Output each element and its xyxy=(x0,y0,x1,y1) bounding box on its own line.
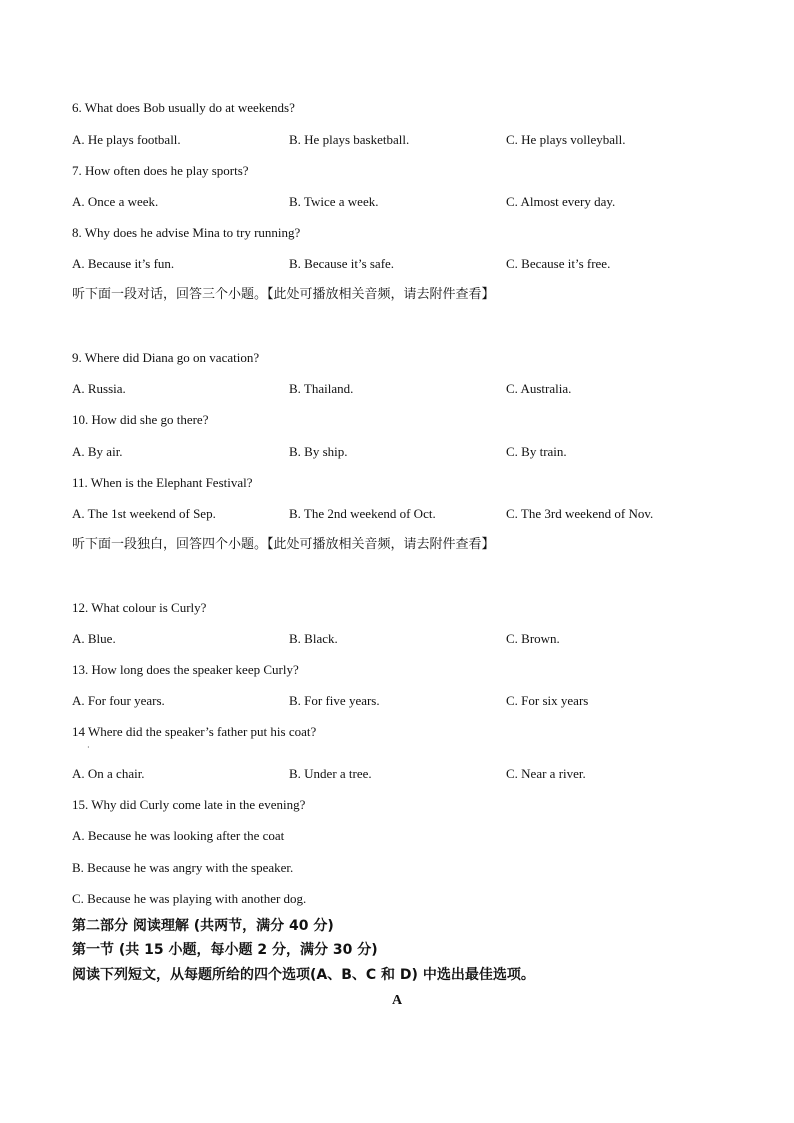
question-14: 14 Where did the speaker’s father put his coat? xyxy=(72,724,317,739)
q9-option-a: A. Russia. xyxy=(72,381,126,396)
q11-option-c: C. The 3rd weekend of Nov. xyxy=(506,506,654,521)
q11-option-a: A. The 1st weekend of Sep. xyxy=(72,506,216,521)
q6-option-b: B. He plays basketball. xyxy=(289,132,410,147)
q12-option-a: A. Blue. xyxy=(72,631,116,646)
q13-option-a: A. For four years. xyxy=(72,693,165,708)
q14-option-a: A. On a chair. xyxy=(72,766,145,781)
q11-option-b: B. The 2nd weekend of Oct. xyxy=(289,506,436,521)
question-12: 12. What colour is Curly? xyxy=(72,600,207,615)
monologue-instruction: 听下面一段独白，回答四个小题。【此处可播放相关音频，请去附件查看】 xyxy=(72,537,495,552)
question-6: 6. What does Bob usually do at weekends? xyxy=(72,100,295,115)
q9-option-c: C. Australia. xyxy=(506,381,572,396)
q7-option-b: B. Twice a week. xyxy=(289,194,379,209)
question-11: 11. When is the Elephant Festival? xyxy=(72,475,253,490)
q10-option-b: B. By ship. xyxy=(289,444,348,459)
q8-option-a: A. Because it’s fun. xyxy=(72,256,175,271)
q14-option-b: B. Under a tree. xyxy=(289,766,372,781)
section-heading: 第二部分 阅读理解 (共两节，满分 40 分) xyxy=(72,918,334,934)
q10-option-a: A. By air. xyxy=(72,444,123,459)
q14-option-c: C. Near a river. xyxy=(506,766,586,781)
q9-option-b: B. Thailand. xyxy=(289,381,354,396)
q15-option-b: B. Because he was angry with the speaker. xyxy=(72,860,294,875)
q10-option-c: C. By train. xyxy=(506,444,567,459)
q7-option-a: A. Once a week. xyxy=(72,194,159,209)
q12-option-c: C. Brown. xyxy=(506,631,560,646)
question-13: 13. How long does the speaker keep Curly? xyxy=(72,662,299,677)
passage-label: A xyxy=(391,993,403,1008)
question-7: 7. How often does he play sports? xyxy=(72,163,249,178)
section-subheading: 第一节 (共 15 小题，每小题 2 分，满分 30 分) xyxy=(72,942,378,958)
stray-dot-mark: · xyxy=(87,743,90,752)
q15-option-c: C. Because he was playing with another dog. xyxy=(72,891,307,906)
q13-option-b: B. For five years. xyxy=(289,693,380,708)
q7-option-c: C. Almost every day. xyxy=(506,194,616,209)
q8-option-c: C. Because it’s free. xyxy=(506,256,611,271)
q6-option-a: A. He plays football. xyxy=(72,132,181,147)
reading-directions: 阅读下列短文，从每题所给的四个选项(A、B、C 和 D) 中选出最佳选项。 xyxy=(72,967,535,983)
q8-option-b: B. Because it’s safe. xyxy=(289,256,395,271)
question-9: 9. Where did Diana go on vacation? xyxy=(72,350,260,365)
q13-option-c: C. For six years xyxy=(506,693,589,708)
dialogue-instruction: 听下面一段对话，回答三个小题。【此处可播放相关音频，请去附件查看】 xyxy=(72,287,495,302)
q12-option-b: B. Black. xyxy=(289,631,338,646)
question-8: 8. Why does he advise Mina to try running? xyxy=(72,225,301,240)
q15-option-a: A. Because he was looking after the coat xyxy=(72,828,285,843)
question-10: 10. How did she go there? xyxy=(72,412,209,427)
question-15: 15. Why did Curly come late in the evening? xyxy=(72,797,306,812)
q6-option-c: C. He plays volleyball. xyxy=(506,132,626,147)
